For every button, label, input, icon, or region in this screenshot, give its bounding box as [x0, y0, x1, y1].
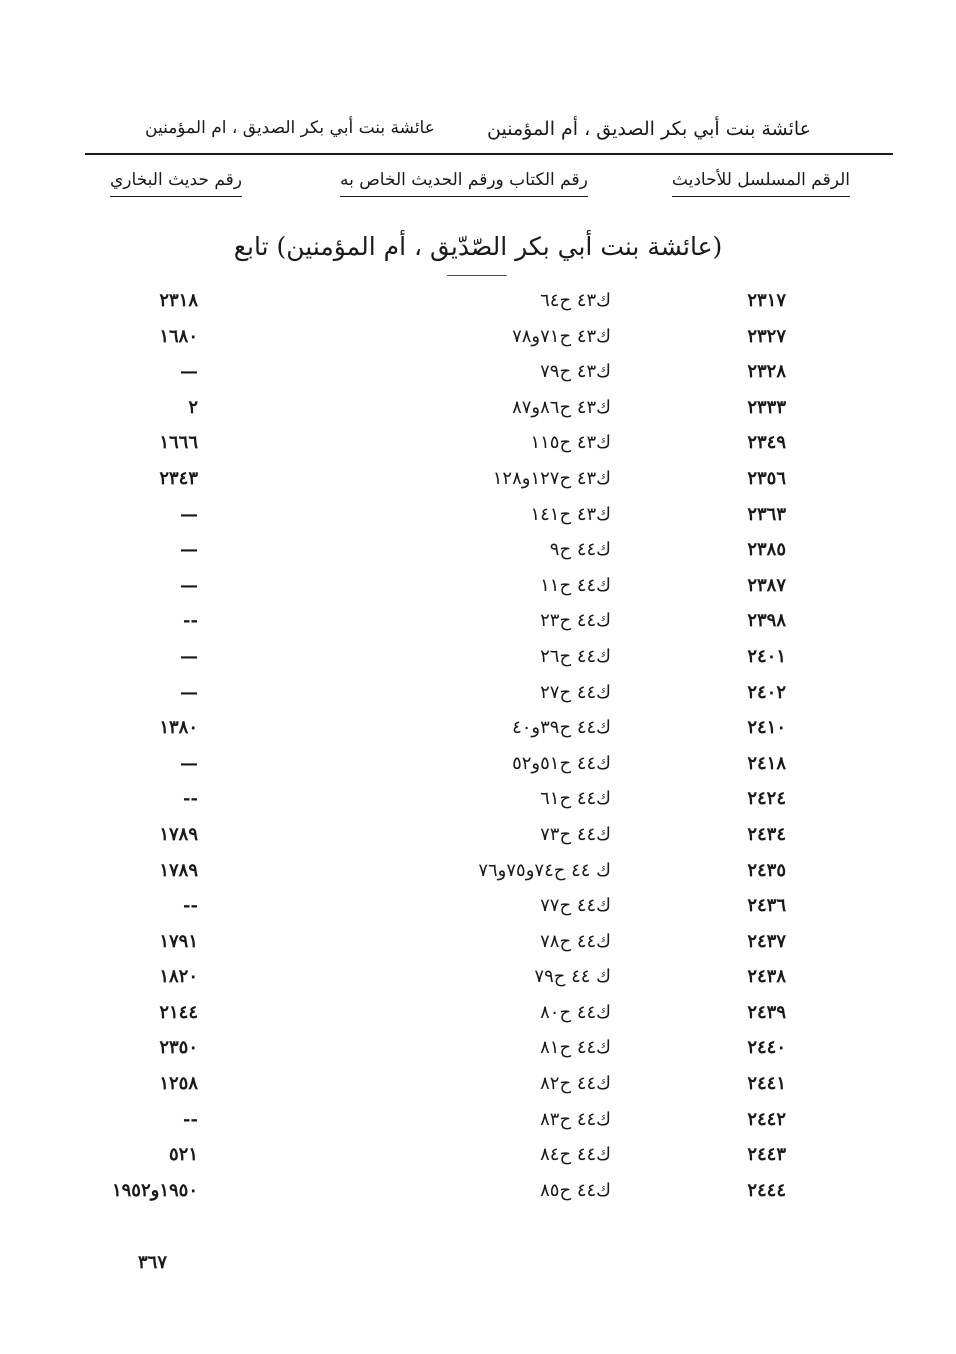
table-row — [0, 860, 956, 896]
table-row — [0, 361, 956, 397]
book-hadith-cell: ك٤٤ ح٩ — [549, 539, 611, 561]
book-hadith-cell: ك٤٤ ح٣٩و٤٠ — [512, 717, 611, 739]
serial-number-cell: ٢٤١٨ — [747, 752, 786, 774]
bukhari-number-cell: ١٣٨٠ — [159, 717, 198, 739]
book-hadith-cell: ك٤٤ ح١١ — [540, 574, 611, 596]
book-hadith-cell: ك٤٤ ح٥١و٥٢ — [512, 752, 611, 774]
serial-number-cell: ٢٤٣٦ — [747, 895, 786, 917]
bukhari-number-cell: ٢١٤٤ — [159, 1001, 198, 1023]
bukhari-number-cell: ١٢٥٨ — [159, 1073, 198, 1095]
serial-number-cell: ٢٣٣٣ — [747, 396, 786, 418]
bukhari-number-cell: ١٧٩١ — [159, 930, 198, 952]
book-hadith-cell: ك٤٤ ح٨٠ — [540, 1001, 611, 1023]
bukhari-number-cell: — — [180, 361, 198, 383]
table-row — [0, 1109, 956, 1145]
serial-number-cell: ٢٤٣٤ — [747, 823, 786, 845]
table-row — [0, 326, 956, 362]
book-hadith-cell: ك٤٤ ح٨٤ — [540, 1144, 611, 1166]
running-header-left: عائشة بنت أبي بكر الصديق ، ام المؤمنين — [145, 118, 435, 138]
book-hadith-cell: ك٤٣ ح١٢٧و١٢٨ — [492, 467, 611, 489]
table-row — [0, 1002, 956, 1038]
table-row — [0, 753, 956, 789]
table-row — [0, 931, 956, 967]
column-header-book-hadith: رقم الكتاب ورقم الحديث الخاص به — [340, 170, 588, 197]
book-hadith-cell: ك٤٤ ح٦١ — [540, 788, 611, 810]
bukhari-number-cell: ١٨٢٠ — [159, 966, 198, 988]
bukhari-number-cell: ١٧٨٩ — [159, 859, 198, 881]
bukhari-number-cell: — — [180, 752, 198, 774]
table-row — [0, 1180, 956, 1216]
serial-number-cell: ٢٤٣٩ — [747, 1001, 786, 1023]
book-hadith-cell: ك٤٤ ح٧٣ — [540, 823, 611, 845]
serial-number-cell: ٢٤٣٥ — [747, 859, 786, 881]
table-row — [0, 397, 956, 433]
section-title: (عائشة بنت أبي بكر الصّدّيق ، أم المؤمنين) تابع — [233, 232, 723, 261]
bukhari-number-cell: — — [180, 539, 198, 561]
book-hadith-cell: ك٤٣ ح٧١و٧٨ — [512, 325, 611, 347]
table-row — [0, 895, 956, 931]
serial-number-cell: ٢٣٥٦ — [747, 467, 786, 489]
bukhari-number-cell: -- — [183, 1108, 198, 1130]
bukhari-number-cell: — — [180, 645, 198, 667]
bukhari-number-cell: -- — [183, 788, 198, 810]
bukhari-number-cell: ٢ — [188, 396, 198, 418]
book-hadith-cell: ك٤٤ ح٢٧ — [540, 681, 611, 703]
table-row — [0, 682, 956, 718]
book-hadith-cell: ك٤٣ ح٨٦و٨٧ — [512, 396, 611, 418]
serial-number-cell: ٢٣٢٧ — [747, 325, 786, 347]
serial-number-cell: ٢٣٢٨ — [747, 361, 786, 383]
book-hadith-cell: ك٤٤ ح٨٢ — [540, 1073, 611, 1095]
serial-number-cell: ٢٤٣٨ — [747, 966, 786, 988]
serial-number-cell: ٢٤٠١ — [747, 645, 786, 667]
header-rule — [85, 153, 893, 155]
bukhari-number-cell: ٢٣٥٠ — [159, 1037, 198, 1059]
book-hadith-cell: ك ٤٤ ح٧٩ — [534, 966, 611, 988]
serial-number-cell: ٢٤٤١ — [747, 1073, 786, 1095]
table-row — [0, 610, 956, 646]
book-hadith-cell: ك٤٣ ح١٤١ — [530, 503, 611, 525]
bukhari-number-cell: — — [180, 574, 198, 596]
table-row — [0, 788, 956, 824]
running-header-right: عائشة بنت أبي بكر الصديق ، أم المؤمنين — [487, 118, 811, 140]
table-row — [0, 646, 956, 682]
serial-number-cell: ٢٣١٧ — [747, 290, 786, 311]
bukhari-number-cell: — — [180, 681, 198, 703]
hadith-table — [0, 290, 956, 1215]
serial-number-cell: ٢٤٤٠ — [747, 1037, 786, 1059]
serial-number-cell: ٢٣٦٣ — [747, 503, 786, 525]
serial-number-cell: ٢٣٤٩ — [747, 432, 786, 454]
bukhari-number-cell: ٢٣٤٣ — [159, 467, 198, 489]
book-hadith-cell: ك٤٤ ح٢٣ — [540, 610, 611, 632]
serial-number-cell: ٢٤٢٤ — [747, 788, 786, 810]
bukhari-number-cell: ٢٣١٨ — [159, 290, 198, 311]
bukhari-number-cell: ١٧٨٩ — [159, 823, 198, 845]
book-hadith-cell: ك٤٣ ح٦٤ — [540, 290, 611, 311]
book-hadith-cell: ك٤٤ ح٢٦ — [540, 645, 611, 667]
serial-number-cell: ٢٤٤٣ — [747, 1144, 786, 1166]
bukhari-number-cell: — — [180, 503, 198, 525]
section-title-underline — [447, 275, 507, 276]
table-row — [0, 539, 956, 575]
table-row — [0, 824, 956, 860]
table-row — [0, 717, 956, 753]
column-header-serial: الرقم المسلسل للأحاديث — [672, 170, 850, 197]
bukhari-number-cell: ١٦٦٦ — [159, 432, 198, 454]
table-row — [0, 468, 956, 504]
bukhari-number-cell: ١٦٨٠ — [159, 325, 198, 347]
book-hadith-cell: ك٤٤ ح٧٧ — [540, 895, 611, 917]
bukhari-number-cell: -- — [183, 895, 198, 917]
table-row — [0, 575, 956, 611]
book-hadith-cell: ك٤٤ ح٨٣ — [540, 1108, 611, 1130]
serial-number-cell: ٢٣٨٥ — [747, 539, 786, 561]
serial-number-cell: ٢٤٤٢ — [747, 1108, 786, 1130]
serial-number-cell: ٢٣٩٨ — [747, 610, 786, 632]
table-row — [0, 1073, 956, 1109]
table-row — [0, 504, 956, 540]
book-hadith-cell: ك٤٤ ح٨٥ — [540, 1179, 611, 1201]
serial-number-cell: ٢٤٣٧ — [747, 930, 786, 952]
table-row — [0, 432, 956, 468]
table-row — [0, 1037, 956, 1073]
book-hadith-cell: ك٤٣ ح١١٥ — [530, 432, 611, 454]
book-hadith-cell: ك٤٤ ح٧٨ — [540, 930, 611, 952]
bukhari-number-cell: ٥٢١ — [168, 1144, 198, 1166]
book-hadith-cell: ك ٤٤ ح٧٤و٧٥و٧٦ — [478, 859, 611, 881]
page-number: ٣٦٧ — [138, 1252, 168, 1273]
table-row — [0, 966, 956, 1002]
book-hadith-cell: ك٤٣ ح٧٩ — [540, 361, 611, 383]
serial-number-cell: ٢٣٨٧ — [747, 574, 786, 596]
serial-number-cell: ٢٤٤٤ — [747, 1179, 786, 1201]
serial-number-cell: ٢٤٠٢ — [747, 681, 786, 703]
table-row — [0, 1144, 956, 1180]
serial-number-cell: ٢٤١٠ — [747, 717, 786, 739]
bukhari-number-cell: -- — [183, 610, 198, 632]
column-header-bukhari: رقم حديث البخاري — [110, 170, 242, 197]
bukhari-number-cell: ١٩٥٠و١٩٥٢ — [111, 1179, 198, 1201]
book-hadith-cell: ك٤٤ ح٨١ — [540, 1037, 611, 1059]
table-row — [0, 290, 956, 326]
